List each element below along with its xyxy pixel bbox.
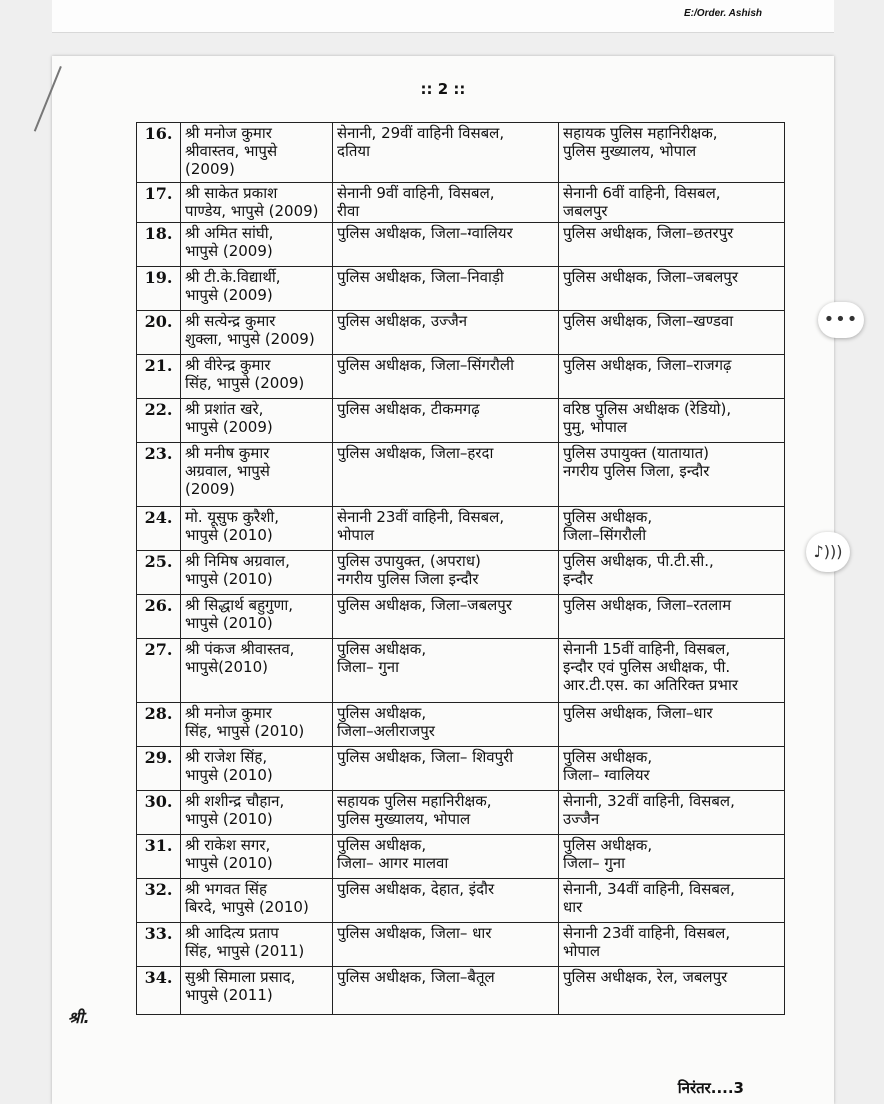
continued-note: निरंतर....3 xyxy=(677,1079,744,1097)
table-row xyxy=(137,595,785,639)
cell-line: श्री भगवत सिंह xyxy=(185,880,267,898)
current-posting-cell xyxy=(333,123,559,183)
serial-number-cell: 17. xyxy=(137,183,181,223)
new-posting-cell xyxy=(559,123,785,183)
table-row xyxy=(137,223,785,267)
cell-line: शुक्ला, भापुसे (2009) xyxy=(185,330,315,348)
new-posting-cell xyxy=(559,747,785,791)
current-posting-cell xyxy=(333,639,559,703)
table-row xyxy=(137,879,785,923)
cell-line: सेनानी, 29वीं वाहिनी विसबल, xyxy=(337,124,505,142)
current-posting-cell xyxy=(333,507,559,551)
serial-number-cell: 20. xyxy=(137,311,181,355)
cell-line: पुलिस अधीक्षक, जिला–धार xyxy=(563,704,713,722)
cell-line: जिला– गुना xyxy=(337,658,399,676)
new-posting-cell xyxy=(559,595,785,639)
serial-number-cell: 19. xyxy=(137,267,181,311)
cell-line: सेनानी 23वीं वाहिनी, विसबल, xyxy=(563,924,731,942)
officer-name-cell xyxy=(181,183,333,223)
cell-line: भापुसे (2010) xyxy=(185,570,273,588)
cell-line: पुलिस अधीक्षक, xyxy=(563,508,653,526)
officer-name-cell xyxy=(181,923,333,967)
current-posting-cell xyxy=(333,703,559,747)
cell-line: सेनानी 9वीं वाहिनी, विसबल, xyxy=(337,184,495,202)
cell-line: भापुसे (2010) xyxy=(185,614,273,632)
cell-line: पुलिस मुख्यालय, भोपाल xyxy=(563,142,697,160)
serial-number-cell: 34. xyxy=(137,967,181,1015)
current-posting-cell xyxy=(333,223,559,267)
serial-number-cell: 16. xyxy=(137,123,181,183)
officer-name-cell xyxy=(181,835,333,879)
table-row xyxy=(137,967,785,1015)
cell-line: पुलिस अधीक्षक, xyxy=(337,836,427,854)
cell-line: पुलिस उपायुक्त (यातायात) xyxy=(563,444,710,462)
current-posting-cell xyxy=(333,355,559,399)
cell-line: पुलिस अधीक्षक, जिला–छतरपुर xyxy=(563,224,734,242)
table-row xyxy=(137,791,785,835)
cell-line: श्री सत्येन्द्र कुमार xyxy=(185,312,276,330)
new-posting-cell xyxy=(559,223,785,267)
cell-line: पुलिस अधीक्षक, टीकमगढ़ xyxy=(337,400,480,418)
cell-line: बिरदे, भापुसे (2010) xyxy=(185,898,309,916)
table-row xyxy=(137,923,785,967)
cell-line: पुलिस अधीक्षक, जिला–खण्डवा xyxy=(563,312,734,330)
cell-line: पुलिस अधीक्षक, जिला–रतलाम xyxy=(563,596,732,614)
officer-name-cell xyxy=(181,311,333,355)
cell-line: धार xyxy=(563,898,583,916)
officer-name-cell xyxy=(181,879,333,923)
cell-line: (2009) xyxy=(185,160,235,178)
more-horizontal-icon: ••• xyxy=(823,309,859,330)
serial-number-cell: 32. xyxy=(137,879,181,923)
cell-line: सुश्री सिमाला प्रसाद, xyxy=(185,968,296,986)
cell-line: जिला–अलीराजपुर xyxy=(337,722,435,740)
cell-line: पुलिस अधीक्षक, xyxy=(563,836,653,854)
cell-line: रीवा xyxy=(337,202,360,220)
new-posting-cell xyxy=(559,639,785,703)
cell-line: भापुसे (2010) xyxy=(185,766,273,784)
cell-line: भोपाल xyxy=(563,942,601,960)
read-aloud-icon: ♪))) xyxy=(813,542,843,561)
transfer-order-table xyxy=(136,122,785,1015)
table-row xyxy=(137,443,785,507)
serial-number-cell: 29. xyxy=(137,747,181,791)
cell-line: श्री टी.के.विद्यार्थी, xyxy=(185,268,281,286)
new-posting-cell xyxy=(559,703,785,747)
more-options-button[interactable] xyxy=(818,302,864,338)
serial-number-cell: 21. xyxy=(137,355,181,399)
new-posting-cell xyxy=(559,551,785,595)
current-posting-cell xyxy=(333,551,559,595)
cell-line: पुलिस अधीक्षक, देहात, इंदौर xyxy=(337,880,495,898)
serial-number-cell: 22. xyxy=(137,399,181,443)
current-posting-cell xyxy=(333,747,559,791)
cell-line: पुलिस अधीक्षक, रेल, जबलपुर xyxy=(563,968,728,986)
cell-line: वरिष्ठ पुलिस अधीक्षक (रेडियो), xyxy=(563,400,732,418)
cell-line: श्री राजेश सिंह, xyxy=(185,748,268,766)
cell-line: सेनानी, 32वीं वाहिनी, विसबल, xyxy=(563,792,735,810)
cell-line: श्रीवास्तव, भापुसे xyxy=(185,142,278,160)
serial-number-cell: 33. xyxy=(137,923,181,967)
cell-line: श्री आदित्य प्रताप xyxy=(185,924,279,942)
cell-line: सिंह, भापुसे (2011) xyxy=(185,942,305,960)
cell-line: श्री सिद्धार्थ बहुगुणा, xyxy=(185,596,293,614)
handwritten-initials: श्री. xyxy=(68,1008,90,1027)
serial-number-cell: 28. xyxy=(137,703,181,747)
cell-line: श्री मनोज कुमार xyxy=(185,124,272,142)
new-posting-cell xyxy=(559,879,785,923)
new-posting-cell xyxy=(559,835,785,879)
table-row xyxy=(137,399,785,443)
cell-line: पाण्डेय, भापुसे (2009) xyxy=(185,202,319,220)
document-page xyxy=(52,56,834,1104)
serial-number-cell: 24. xyxy=(137,507,181,551)
cell-line: श्री साकेत प्रकाश xyxy=(185,184,278,202)
new-posting-cell xyxy=(559,399,785,443)
cell-line: श्री प्रशांत खरे, xyxy=(185,400,264,418)
cell-line: पुलिस अधीक्षक, जिला–बैतूल xyxy=(337,968,495,986)
read-aloud-button[interactable] xyxy=(806,532,850,572)
cell-line: श्री पंकज श्रीवास्तव, xyxy=(185,640,295,658)
current-posting-cell xyxy=(333,835,559,879)
current-posting-cell xyxy=(333,183,559,223)
officer-name-cell xyxy=(181,639,333,703)
cell-line: सहायक पुलिस महानिरीक्षक, xyxy=(337,792,492,810)
cell-line: पुलिस अधीक्षक, जिला–ग्वालियर xyxy=(337,224,513,242)
table-row xyxy=(137,267,785,311)
table-row xyxy=(137,183,785,223)
cell-line: पुमु, भोपाल xyxy=(563,418,628,436)
cell-line: नगरीय पुलिस जिला इन्दौर xyxy=(337,570,479,588)
serial-number-cell: 23. xyxy=(137,443,181,507)
cell-line: पुलिस अधीक्षक, xyxy=(337,640,427,658)
cell-line: पुलिस अधीक्षक, जिला–राजगढ़ xyxy=(563,356,732,374)
cell-line: उज्जैन xyxy=(563,810,600,828)
cell-line: जबलपुर xyxy=(563,202,608,220)
new-posting-cell xyxy=(559,923,785,967)
cell-line: सेनानी 15वीं वाहिनी, विसबल, xyxy=(563,640,731,658)
cell-line: मो. यूसुफ कुरैशी, xyxy=(185,508,280,526)
cell-line: जिला– गुना xyxy=(563,854,625,872)
serial-number-cell: 18. xyxy=(137,223,181,267)
table-row xyxy=(137,551,785,595)
cell-line: जिला– ग्वालियर xyxy=(563,766,650,784)
serial-number-cell: 26. xyxy=(137,595,181,639)
cell-line: भापुसे(2010) xyxy=(185,658,268,676)
cell-line: श्री निमिष अग्रवाल, xyxy=(185,552,290,570)
new-posting-cell xyxy=(559,507,785,551)
cell-line: श्री राकेश सगर, xyxy=(185,836,271,854)
cell-line: पुलिस अधीक्षक, पी.टी.सी., xyxy=(563,552,714,570)
cell-line: सेनानी, 34वीं वाहिनी, विसबल, xyxy=(563,880,735,898)
cell-line: इन्दौर xyxy=(563,570,593,588)
new-posting-cell xyxy=(559,311,785,355)
cell-line: पुलिस अधीक्षक, जिला–जबलपुर xyxy=(563,268,738,286)
table-row xyxy=(137,747,785,791)
cell-line: जिला– आगर मालवा xyxy=(337,854,449,872)
current-posting-cell xyxy=(333,399,559,443)
cell-line: भापुसे (2010) xyxy=(185,854,273,872)
officer-name-cell xyxy=(181,703,333,747)
officer-name-cell xyxy=(181,507,333,551)
cell-line: श्री शशीन्द्र चौहान, xyxy=(185,792,285,810)
cell-line: पुलिस अधीक्षक, जिला– धार xyxy=(337,924,492,942)
cell-line: भापुसे (2009) xyxy=(185,418,273,436)
officer-name-cell xyxy=(181,967,333,1015)
cell-line: सिंह, भापुसे (2010) xyxy=(185,722,305,740)
new-posting-cell xyxy=(559,355,785,399)
serial-number-cell: 25. xyxy=(137,551,181,595)
cell-line: पुलिस अधीक्षक, जिला–सिंगरौली xyxy=(337,356,514,374)
cell-line: (2009) xyxy=(185,480,235,498)
cell-line: आर.टी.एस. का अतिरिक्त प्रभार xyxy=(563,676,738,694)
officer-name-cell xyxy=(181,223,333,267)
cell-line: दतिया xyxy=(337,142,370,160)
officer-name-cell xyxy=(181,791,333,835)
officer-name-cell xyxy=(181,123,333,183)
cell-line: पुलिस अधीक्षक, जिला– शिवपुरी xyxy=(337,748,514,766)
cell-line: भापुसे (2010) xyxy=(185,810,273,828)
table-row xyxy=(137,703,785,747)
current-posting-cell xyxy=(333,967,559,1015)
cell-line: पुलिस उपायुक्त, (अपराध) xyxy=(337,552,481,570)
serial-number-cell: 30. xyxy=(137,791,181,835)
margin-pen-stroke xyxy=(34,66,62,132)
cell-line: पुलिस अधीक्षक, जिला–निवाड़ी xyxy=(337,268,504,286)
officer-name-cell xyxy=(181,355,333,399)
officer-name-cell xyxy=(181,443,333,507)
file-reference: E:/Order. Ashish xyxy=(684,8,762,19)
cell-line: श्री मनोज कुमार xyxy=(185,704,272,722)
table-row xyxy=(137,311,785,355)
new-posting-cell xyxy=(559,791,785,835)
cell-line: अग्रवाल, भापुसे xyxy=(185,462,270,480)
current-posting-cell xyxy=(333,879,559,923)
serial-number-cell: 31. xyxy=(137,835,181,879)
cell-line: पुलिस अधीक्षक, xyxy=(337,704,427,722)
cell-line: भापुसे (2010) xyxy=(185,526,273,544)
cell-line: सहायक पुलिस महानिरीक्षक, xyxy=(563,124,718,142)
current-posting-cell xyxy=(333,595,559,639)
new-posting-cell xyxy=(559,967,785,1015)
table-row xyxy=(137,639,785,703)
cell-line: श्री अमित सांघी, xyxy=(185,224,274,242)
new-posting-cell xyxy=(559,443,785,507)
cell-line: पुलिस अधीक्षक, जिला–हरदा xyxy=(337,444,494,462)
cell-line: श्री मनीष कुमार xyxy=(185,444,270,462)
cell-line: पुलिस अधीक्षक, उज्जैन xyxy=(337,312,468,330)
table-row xyxy=(137,507,785,551)
table-row xyxy=(137,835,785,879)
table-row xyxy=(137,123,785,183)
cell-line: श्री वीरेन्द्र कुमार xyxy=(185,356,271,374)
officer-name-cell xyxy=(181,551,333,595)
cell-line: पुलिस अधीक्षक, xyxy=(563,748,653,766)
current-posting-cell xyxy=(333,443,559,507)
cell-line: नगरीय पुलिस जिला, इन्दौर xyxy=(563,462,710,480)
officer-name-cell xyxy=(181,595,333,639)
officer-name-cell xyxy=(181,399,333,443)
current-posting-cell xyxy=(333,267,559,311)
cell-line: भोपाल xyxy=(337,526,375,544)
cell-line: पुलिस अधीक्षक, जिला–जबलपुर xyxy=(337,596,512,614)
cell-line: सेनानी 6वीं वाहिनी, विसबल, xyxy=(563,184,721,202)
table-row xyxy=(137,355,785,399)
cell-line: सेनानी 23वीं वाहिनी, विसबल, xyxy=(337,508,505,526)
new-posting-cell xyxy=(559,267,785,311)
cell-line: सिंह, भापुसे (2009) xyxy=(185,374,305,392)
previous-page-edge xyxy=(52,0,834,33)
table-body xyxy=(137,123,785,1015)
officer-name-cell xyxy=(181,747,333,791)
cell-line: पुलिस मुख्यालय, भोपाल xyxy=(337,810,471,828)
cell-line: जिला–सिंगरौली xyxy=(563,526,647,544)
page-number: :: 2 :: xyxy=(420,80,466,98)
current-posting-cell xyxy=(333,791,559,835)
cell-line: भापुसे (2009) xyxy=(185,286,273,304)
serial-number-cell: 27. xyxy=(137,639,181,703)
current-posting-cell xyxy=(333,311,559,355)
cell-line: भापुसे (2011) xyxy=(185,986,273,1004)
new-posting-cell xyxy=(559,183,785,223)
current-posting-cell xyxy=(333,923,559,967)
officer-name-cell xyxy=(181,267,333,311)
cell-line: इन्दौर एवं पुलिस अधीक्षक, पी. xyxy=(563,658,731,676)
cell-line: भापुसे (2009) xyxy=(185,242,273,260)
